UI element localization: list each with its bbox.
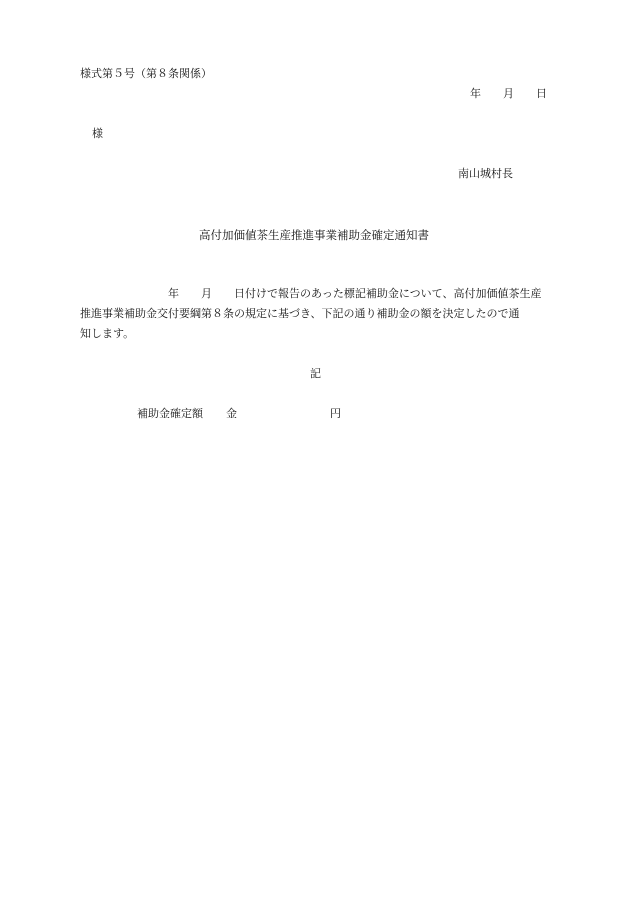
- amount-suffix: 円: [330, 407, 341, 420]
- issuer-name: 南山城村長: [458, 167, 513, 180]
- body-line: 年 月 日付けで報告のあった標記補助金について、高付加価値茶生産: [80, 287, 542, 300]
- recipient-honorific: 様: [92, 127, 103, 140]
- amount-label: 補助金確定額: [137, 407, 203, 420]
- date-line: 年 月 日: [470, 87, 547, 100]
- form-number: 様式第５号（第８条関係）: [80, 67, 212, 80]
- ki-heading: 記: [310, 367, 321, 380]
- document-title: 高付加価値茶生産推進事業補助金確定通知書: [199, 228, 429, 242]
- body-line: 知します。: [80, 327, 135, 340]
- amount-prefix: 金: [226, 407, 237, 420]
- body-line: 推進事業補助金交付要綱第８条の規定に基づき、下記の通り補助金の額を決定したので通: [80, 307, 520, 320]
